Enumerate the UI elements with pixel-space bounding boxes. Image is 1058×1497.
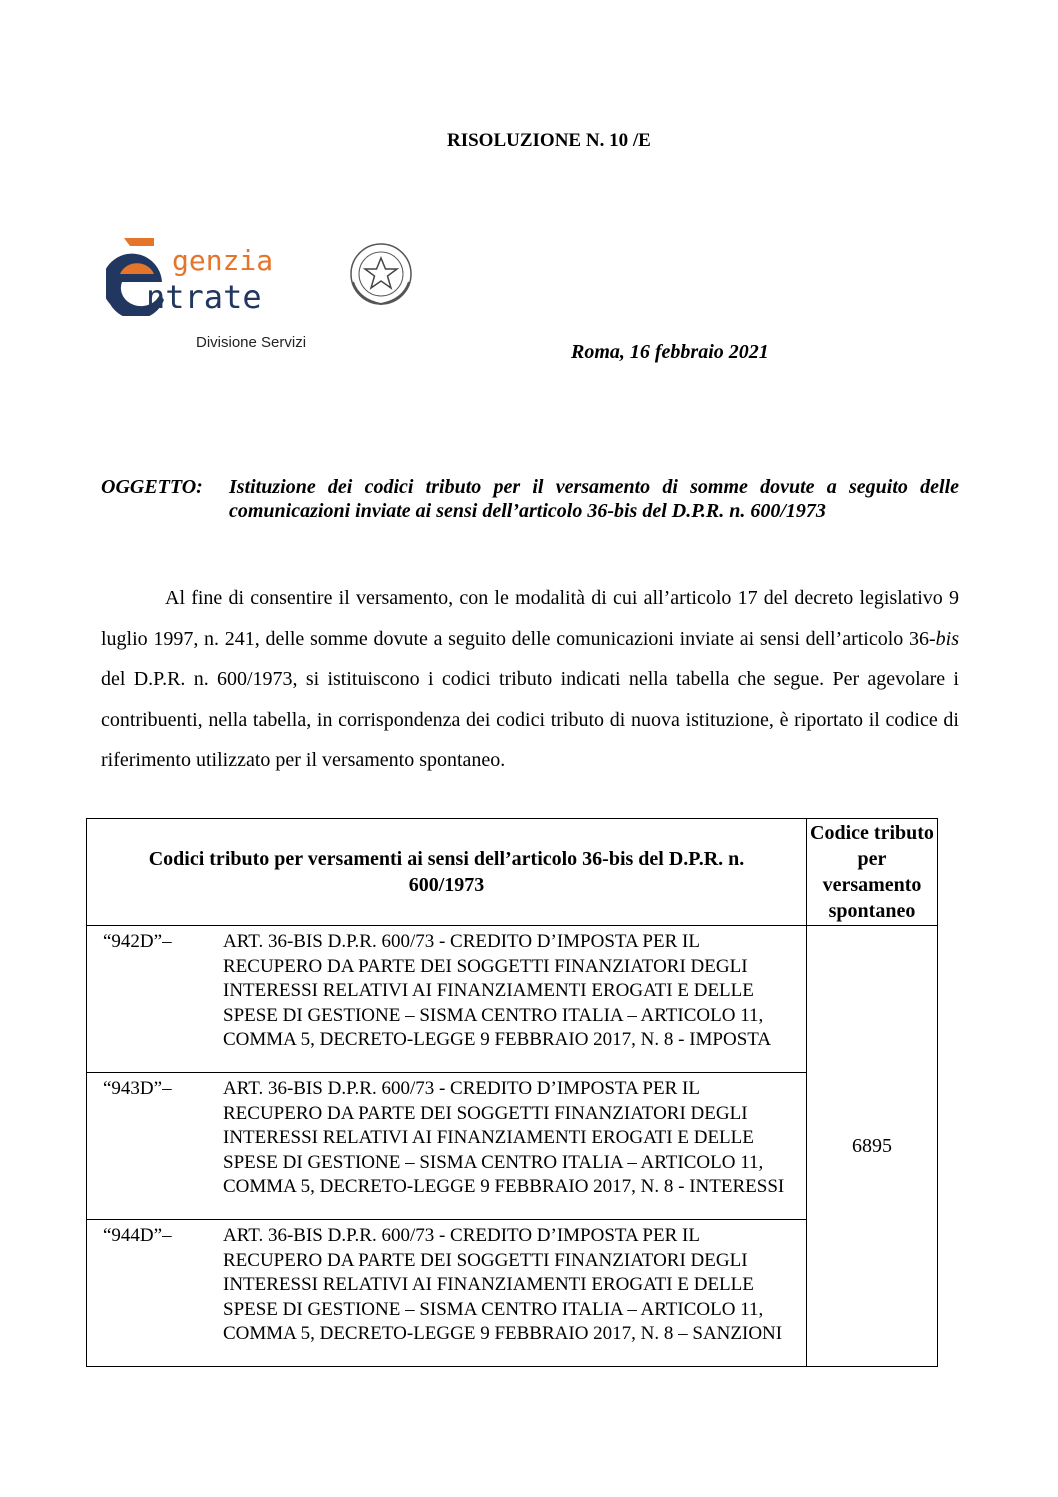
- body-text-italic: bis: [935, 627, 959, 650]
- logo-text-ntrate: ntrate: [146, 278, 262, 316]
- tax-codes-table: [86, 818, 938, 1367]
- table-header-code: Codice tributo per versamento spontaneo: [807, 819, 938, 926]
- tax-description-cell: ART. 36-BIS D.P.R. 600/73 - CREDITO D’IMPOSTA PER IL RECUPERO DA PARTE DEI SOGGETTI FINANZIATORI DEGLI INTERESSI RELATIVI AI FINANZIAMENTI EROGATI E DELLE SPESE DI GESTIONE – SISMA CENTRO ITALIA – ARTICOLO 11, COMMA 5, DECRETO-LEGGE 9 FEBBRAIO 2017, N. 8 – SANZIONI: [213, 1220, 807, 1367]
- body-text-part1: Al fine di consentire il versamento, con le modalità di cui all’articolo 17 del decreto legislativo 9 luglio 1997, n. 241, delle somme dovute a seguito delle comunicazioni inviate ai sensi dell’articolo 36-: [101, 587, 959, 650]
- tax-code-cell: “943D”–: [87, 1073, 214, 1220]
- subject-text: Istituzione dei codici tributo per il versamento di somme dovute a seguito delle comunicazioni inviate ai sensi dell’articolo 36-bis del D.P.R. n. 600/1973: [229, 476, 959, 522]
- subject-block: [101, 475, 959, 523]
- body-text-part2: del D.P.R. n. 600/1973, si istituiscono i codici tributo indicati nella tabella che segue. Per agevolare i contribuenti, nella tabella, in corrispondenza dei codici tributo di nuova istituzione, è riportato il codice di riferimento utilizzato per il versamento spontaneo.: [101, 668, 959, 771]
- spontaneous-code-cell: 6895: [807, 926, 938, 1367]
- tax-description-cell: ART. 36-BIS D.P.R. 600/73 - CREDITO D’IMPOSTA PER IL RECUPERO DA PARTE DEI SOGGETTI FINANZIATORI DEGLI INTERESSI RELATIVI AI FINANZIAMENTI EROGATI E DELLE SPESE DI GESTIONE – SISMA CENTRO ITALIA – ARTICOLO 11, COMMA 5, DECRETO-LEGGE 9 FEBBRAIO 2017, N. 8 - INTERESSI: [213, 1073, 807, 1220]
- subject-label: OGGETTO:: [101, 476, 203, 498]
- agenzia-entrate-logo: [106, 232, 416, 316]
- republic-emblem-icon: [351, 244, 411, 304]
- document-date: Roma, 16 febbraio 2021: [571, 341, 769, 363]
- document-title: RISOLUZIONE N. 10 /E: [447, 130, 651, 151]
- table-header-main-text: Codici tributo per versamenti ai sensi dell’articolo 36-bis del D.P.R. n. 600/1973: [148, 848, 745, 896]
- tax-code-cell: “944D”–: [87, 1220, 214, 1367]
- tax-description-cell: ART. 36-BIS D.P.R. 600/73 - CREDITO D’IMPOSTA PER IL RECUPERO DA PARTE DEI SOGGETTI FINANZIATORI DEGLI INTERESSI RELATIVI AI FINANZIAMENTI EROGATI E DELLE SPESE DI GESTIONE – SISMA CENTRO ITALIA – ARTICOLO 11, COMMA 5, DECRETO-LEGGE 9 FEBBRAIO 2017, N. 8 - IMPOSTA: [213, 926, 807, 1073]
- table-header-main: [87, 819, 807, 926]
- table-header-row: [87, 819, 938, 926]
- tax-code-cell: “942D”–: [87, 926, 214, 1073]
- table-row: [87, 926, 938, 1073]
- body-paragraph: [101, 578, 959, 781]
- logo-text-genzia: genzia: [172, 244, 274, 277]
- division-label: Divisione Servizi: [196, 334, 307, 351]
